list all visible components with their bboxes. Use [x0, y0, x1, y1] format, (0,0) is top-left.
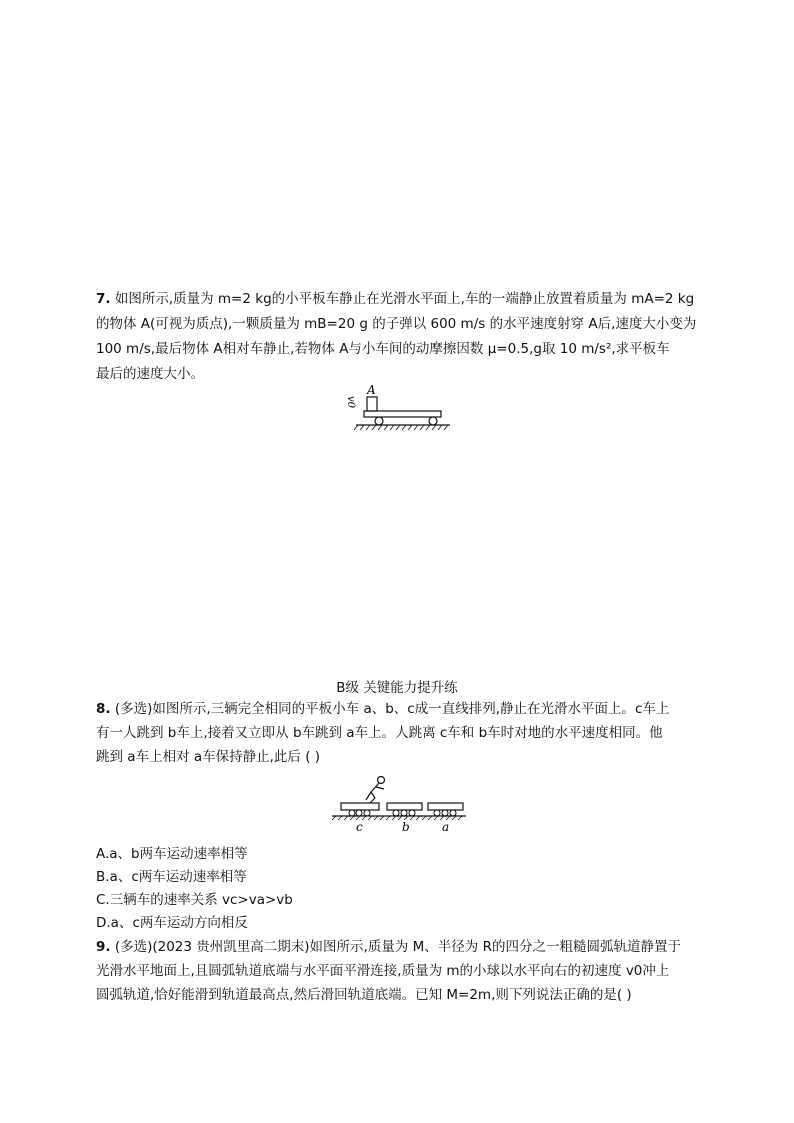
q8-option-b: B.a、c两车运动速率相等 [96, 869, 247, 885]
q7-wheel-left [375, 417, 383, 425]
q8-cart-b-wheel [393, 810, 399, 816]
q7-block-a [367, 397, 377, 411]
q7-cart-board [364, 411, 441, 417]
q8-label-b: b [402, 820, 410, 834]
q7-line-2: 的物体 A(可视为质点),一颗质量为 mB=20 g 的子弹以 600 m/s 的水平速度射穿 A后,速度大小变为 [96, 316, 697, 332]
q8-cart-a-wheel [442, 810, 448, 816]
q7-v0-label: v0 [345, 396, 356, 409]
q8-cart-a-wheel [434, 810, 440, 816]
q9-number: 9. [96, 939, 111, 955]
q8-number: 8. [96, 701, 111, 717]
q9-line-1 [96, 937, 681, 957]
q9-line-2: 光滑水平地面上,且圆弧轨道底端与水平面平滑连接,质量为 m的小球以水平向右的初速度 v0冲上 [96, 963, 670, 979]
q8-cart-c-wheel [356, 810, 362, 816]
q8-cart-b [387, 803, 422, 810]
q8-cart-b-wheel [409, 810, 415, 816]
q8-label-c: c [356, 820, 363, 834]
q8-text-1: (多选)如图所示,三辆完全相同的平板小车 a、b、c成一直线排列,静止在光滑水平面上。c车上 [114, 701, 670, 717]
q7-line-4: 最后的速度大小。 [96, 366, 204, 382]
q8-label-a: a [442, 820, 450, 834]
q7-line-3: 100 m/s,最后物体 A相对车静止,若物体 A与小车间的动摩擦因数 μ=0.5,g取 10 m/s²,求平板车 [96, 341, 670, 357]
q8-cart-a [428, 803, 463, 810]
q8-cart-c [341, 803, 379, 810]
q7-line-1 [96, 289, 694, 309]
q8-line-1 [96, 699, 669, 719]
q8-cart-b-wheel [401, 810, 407, 816]
q8-line-3: 跳到 a车上相对 a车保持静止,此后 ( ) [96, 749, 321, 765]
q8-line-2: 有一人跳到 b车上,接着又立即从 b车跳到 a车上。人跳离 c车和 b车时对地的水平速度相同。他 [96, 725, 663, 741]
q8-option-c: C.三辆车的速率关系 vc>va>vb [96, 892, 293, 908]
q8-person [366, 777, 385, 804]
section-b-title: B级 关键能力提升练 [336, 680, 458, 696]
q7-text-1: 如图所示,质量为 m=2 kg的小平板车静止在光滑水平面上,车的一端静止放置着质量为 mA=2 kg [114, 291, 695, 307]
q8-figure [328, 774, 468, 834]
q8-cart-c-wheel [349, 810, 355, 816]
q8-option-d: D.a、c两车运动方向相反 [96, 915, 248, 931]
q7-a-label: A [367, 383, 376, 397]
q7-ground-hatch [354, 425, 448, 430]
q7-figure [340, 382, 460, 434]
q8-cart-c-wheel [364, 810, 370, 816]
q7-number: 7. [96, 291, 111, 307]
q8-option-a: A.a、b两车运动速率相等 [96, 846, 248, 862]
q7-wheel-right [429, 417, 437, 425]
q8-cart-a-wheel [450, 810, 456, 816]
q9-text-1: (多选)(2023 贵州凯里高二期末)如图所示,质量为 M、半径为 R的四分之一粗糙圆弧轨道静置于 [114, 939, 681, 955]
q9-line-3: 圆弧轨道,恰好能滑到轨道最高点,然后滑回轨道底端。已知 M=2m,则下列说法正确的是( ) [96, 987, 632, 1003]
